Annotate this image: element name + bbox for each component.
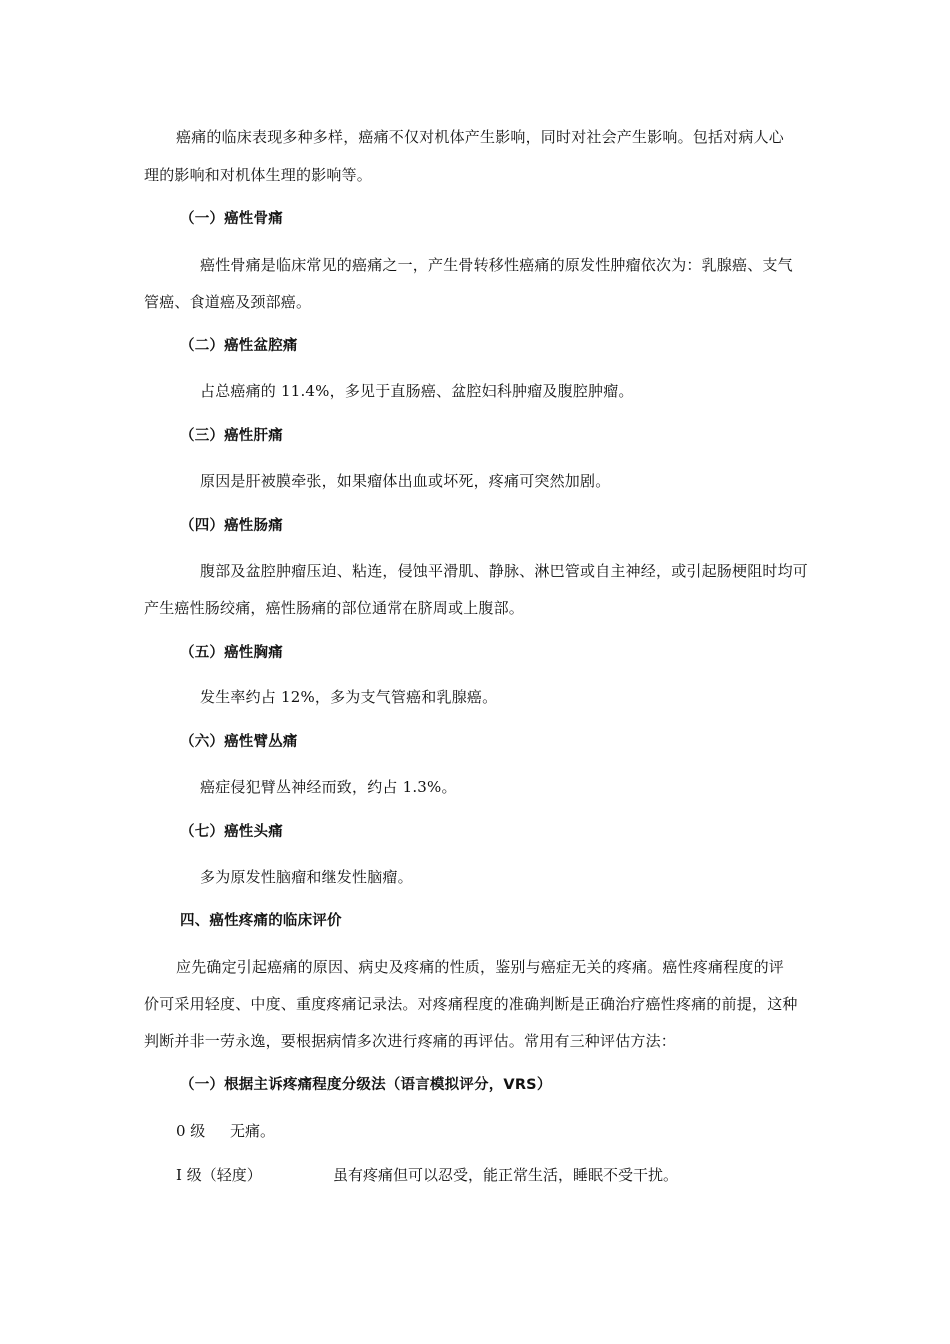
- heading-bone-pain: （一）癌性骨痛: [180, 211, 283, 227]
- heading-vrs: （一）根据主诉疼痛程度分级法（语言模拟评分，VRS）: [180, 1077, 552, 1093]
- heading-chest-pain: （五）癌性胸痛: [180, 645, 283, 661]
- intro-line-1: 癌痛的临床表现多种多样，癌痛不仅对机体产生影响，同时对社会产生影响。包括对病人心: [176, 128, 785, 146]
- grade-1-label: Ⅰ 级（轻度）: [176, 1166, 262, 1184]
- evaluation-line-2: 价可采用轻度、中度、重度疼痛记录法。对疼痛程度的准确判断是正确治疗癌性疼痛的前提，这种: [144, 995, 798, 1013]
- heading-brachial-pain: （六）癌性臂丛痛: [180, 734, 298, 750]
- evaluation-line-1: 应先确定引起癌痛的原因、病史及疼痛的性质，鉴别与癌症无关的疼痛。癌性疼痛程度的评: [176, 958, 785, 976]
- chest-pain-line-1: 发生率约占 12%，多为支气管癌和乳腺癌。: [200, 688, 498, 706]
- heading-clinical-evaluation: 四、癌性疼痛的临床评价: [180, 913, 342, 929]
- brachial-pain-line-1: 癌症侵犯臂丛神经而致，约占 1.3%。: [200, 778, 457, 796]
- heading-liver-pain: （三）癌性肝痛: [180, 428, 283, 444]
- heading-head-pain: （七）癌性头痛: [180, 824, 283, 840]
- heading-pelvic-pain: （二）癌性盆腔痛: [180, 338, 298, 354]
- evaluation-line-3: 判断并非一劳永逸，要根据病情多次进行疼痛的再评估。常用有三种评估方法：: [144, 1032, 677, 1050]
- heading-intestine-pain: （四）癌性肠痛: [180, 518, 283, 534]
- liver-pain-line-1: 原因是肝被膜牵张，如果瘤体出血或坏死，疼痛可突然加剧。: [200, 472, 611, 490]
- grade-0-label: 0 级: [176, 1122, 206, 1140]
- pelvic-pain-line-1: 占总癌痛的 11.4%，多见于直肠癌、盆腔妇科肿瘤及腹腔肿瘤。: [200, 382, 634, 400]
- intestine-pain-line-1: 腹部及盆腔肿瘤压迫、粘连，侵蚀平滑肌、静脉、淋巴管或自主神经，或引起肠梗阻时均可: [200, 562, 809, 580]
- bone-pain-line-2: 管癌、食道癌及颈部癌。: [144, 293, 312, 311]
- bone-pain-line-1: 癌性骨痛是临床常见的癌痛之一，产生骨转移性癌痛的原发性肿瘤依次为：乳腺癌、支气: [200, 256, 793, 274]
- head-pain-line-1: 多为原发性脑瘤和继发性脑瘤。: [200, 868, 413, 886]
- intro-line-2: 理的影响和对机体生理的影响等。: [144, 166, 373, 184]
- intestine-pain-line-2: 产生癌性肠绞痛，癌性肠痛的部位通常在脐周或上腹部。: [144, 599, 525, 617]
- grade-1-description: 虽有疼痛但可以忍受，能正常生活，睡眠不受干扰。: [333, 1166, 679, 1184]
- grade-0-description: 无痛。: [230, 1122, 276, 1140]
